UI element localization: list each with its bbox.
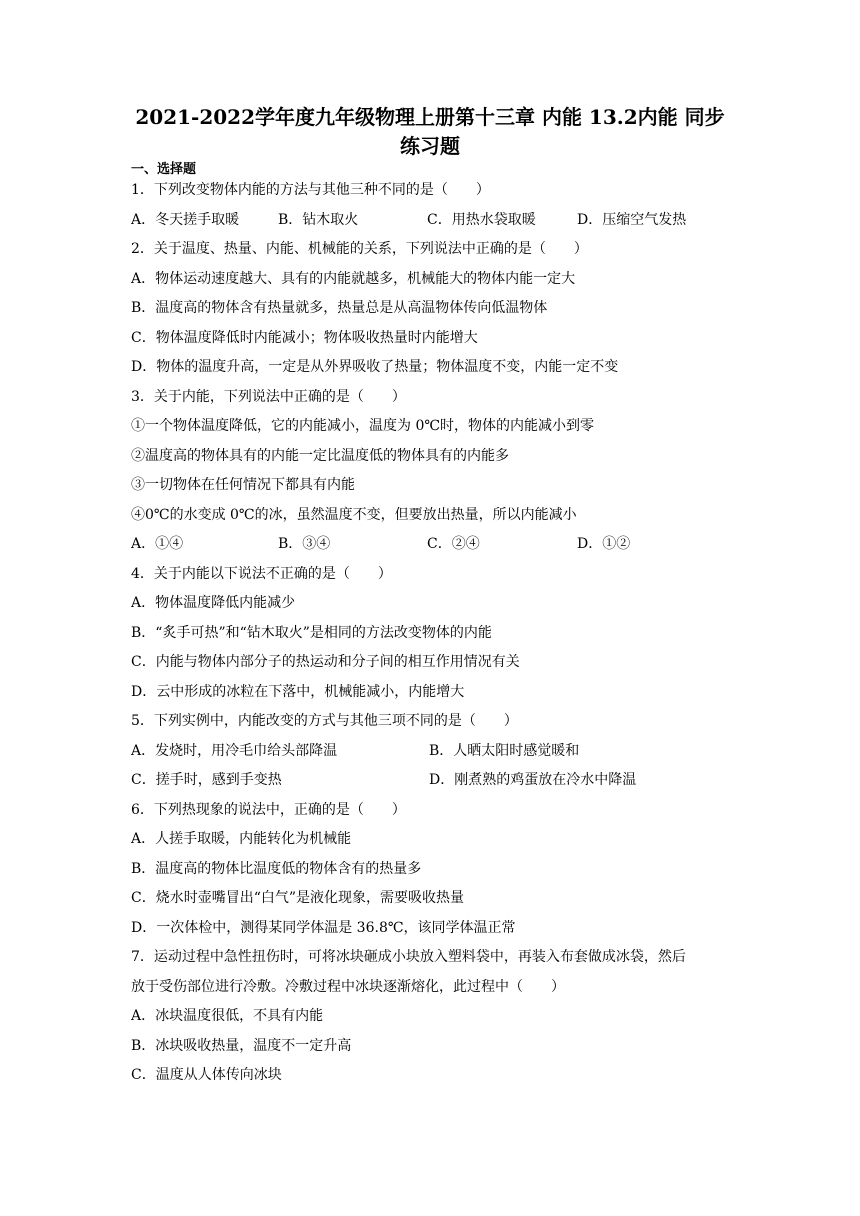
question-3-statement-1: ①一个物体温度降低，它的内能减小，温度为 0℃时，物体的内能减小到零 xyxy=(131,418,595,434)
question-7-option-c: C．温度从人体传向冰块 xyxy=(131,1067,282,1083)
question-list xyxy=(131,176,741,1091)
question-2-option-b: B．温度高的物体含有热量就多，热量总是从高温物体传向低温物体 xyxy=(131,300,548,316)
question-1-stem: 1．下列改变物体内能的方法与其他三种不同的是（ ） xyxy=(131,182,490,198)
question-7-stem-line-2: 放于受伤部位进行冷敷。冷敷过程中冰块逐渐熔化，此过程中（ ） xyxy=(131,978,565,995)
title-line-2: 练习题 xyxy=(400,134,460,158)
question-5-option-d: D．刚煮熟的鸡蛋放在冷水中降温 xyxy=(429,772,637,788)
question-4-stem: 4．关于内能以下说法不正确的是（ ） xyxy=(131,565,392,582)
question-7-stem-line-1: 7．运动过程中急性扭伤时，可将冰块砸成小块放入塑料袋中，再装入布套做成冰袋，然后 xyxy=(131,949,686,965)
question-3-statement-4: ④0℃的水变成 0℃的冰，虽然温度不变，但要放出热量，所以内能减小 xyxy=(131,506,577,523)
question-2-option-a: A．物体运动速度越大、具有的内能就越多，机械能大的物体内能一定大 xyxy=(131,270,576,287)
question-1-option-d: D．压缩空气发热 xyxy=(577,211,687,228)
question-1-option-a: A．冬天搓手取暖 xyxy=(131,211,240,228)
question-3-statement-3: ③一切物体在任何情况下都具有内能 xyxy=(131,477,355,493)
question-7-option-b: B．冰块吸收热量，温度不一定升高 xyxy=(131,1037,352,1054)
question-6-option-b: B．温度高的物体比温度低的物体含有的热量多 xyxy=(131,860,422,877)
question-3-stem: 3．关于内能，下列说法中正确的是（ ） xyxy=(131,388,406,405)
question-5-option-b: B．人晒太阳时感觉暖和 xyxy=(429,742,580,759)
question-1-option-b: B．钻木取火 xyxy=(278,211,359,228)
question-7-option-a: A．冰块温度很低，不具有内能 xyxy=(131,1008,324,1024)
question-5-stem: 5．下列实例中，内能改变的方式与其他三项不同的是（ ） xyxy=(131,713,518,729)
section-heading: 一、选择题 xyxy=(131,162,197,177)
question-2-option-d: D．物体的温度升高，一定是从外界吸收了热量；物体温度不变，内能一定不变 xyxy=(131,359,619,375)
question-3-statement-2: ②温度高的物体具有的内能一定比温度低的物体具有的内能多 xyxy=(131,447,509,464)
question-5-option-c: C．搓手时，感到手变热 xyxy=(131,772,282,788)
question-6-option-d: D．一次体检中，测得某同学体温是 36.8℃，该同学体温正常 xyxy=(131,919,516,936)
question-1-option-c: C．用热水袋取暖 xyxy=(427,211,536,228)
question-5-option-a: A．发烧时，用冷毛巾给头部降温 xyxy=(131,742,338,759)
question-2-option-c: C．物体温度降低时内能减小；物体吸收热量时内能增大 xyxy=(131,329,478,346)
question-5-options-row-1 xyxy=(131,737,741,767)
question-4-option-c: C．内能与物体内部分子的热运动和分子间的相互作用情况有关 xyxy=(131,654,520,670)
question-2-stem: 2．关于温度、热量、内能、机械能的关系，下列说法中正确的是（ ） xyxy=(131,241,588,257)
question-6-option-c: C．烧水时壶嘴冒出“白气”是液化现象，需要吸收热量 xyxy=(131,890,465,906)
question-6-option-a: A．人搓手取暖，内能转化为机械能 xyxy=(131,831,352,847)
question-4-option-b: B．“炙手可热”和“钻木取火”是相同的方法改变物体的内能 xyxy=(131,624,492,641)
question-3-option-c: C．②④ xyxy=(427,536,480,552)
title-line-1: 2021-2022学年度九年级物理上册第十三章 内能 13.2内能 同步 xyxy=(135,105,725,129)
document-title xyxy=(100,103,760,161)
question-3-option-d: D．①② xyxy=(577,536,631,552)
question-5-options-row-2 xyxy=(131,766,741,796)
question-4-option-d: D．云中形成的冰粒在下落中，机械能减小，内能增大 xyxy=(131,683,465,700)
question-6-stem: 6．下列热现象的说法中，正确的是（ ） xyxy=(131,801,406,818)
question-1-options xyxy=(131,206,741,236)
question-3-option-a: A．①④ xyxy=(131,536,184,552)
question-3-option-b: B．③④ xyxy=(278,536,331,552)
question-4-option-a: A．物体温度降低内能减少 xyxy=(131,595,296,611)
question-3-options xyxy=(131,530,741,560)
